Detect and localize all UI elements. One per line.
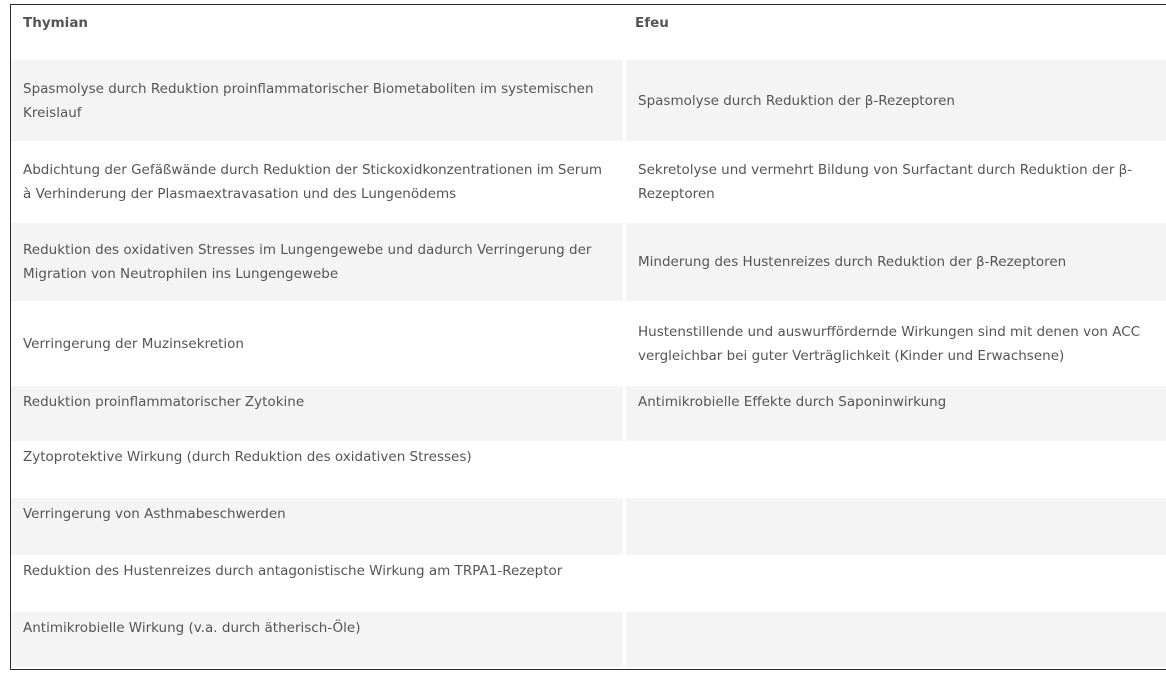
cell-efeu: Spasmolyse durch Reduktion der β-Rezeptoren (623, 60, 1166, 141)
cell-thymian: Verringerung von Asthmabeschwerden (11, 498, 623, 555)
cell-thymian: Reduktion des Hustenreizes durch antagonistische Wirkung am TRPA1-Rezeptor (23, 563, 563, 579)
cell-efeu: Hustenstillende und auswurffördernde Wirkungen sind mit denen von ACC vergleichbar bei guter Verträglichkeit (Kinder und Erwachsene) (623, 301, 1166, 386)
cell-thymian: Reduktion des oxidativen Stresses im Lungengewebe und dadurch Verringerung der Migration von Neutrophilen ins Lungengewebe (11, 223, 623, 301)
header-efeu: Efeu (635, 15, 669, 31)
cell-thymian: Spasmolyse durch Reduktion proinflammatorischer Biometaboliten im systemischen Kreislauf (11, 60, 623, 141)
cell-efeu (623, 555, 1166, 612)
cell-thymian: Verringerung der Muzinsekretion (23, 335, 244, 352)
table-row (11, 386, 1166, 441)
table-row (11, 555, 1166, 612)
table-row (11, 301, 1166, 386)
table-header-row (11, 5, 1166, 60)
cell-thymian: Reduktion proinflammatorischer Zytokine (11, 386, 623, 441)
table-row (11, 441, 1166, 498)
table-row (11, 60, 1166, 141)
cell-efeu (623, 498, 1166, 555)
cell-efeu: Antimikrobielle Effekte durch Saponinwirkung (623, 386, 1166, 441)
cell-thymian: Zytoprotektive Wirkung (durch Reduktion des oxidativen Stresses) (23, 449, 472, 465)
table-row (11, 141, 1166, 223)
header-thymian: Thymian (23, 15, 89, 31)
comparison-table (11, 5, 1166, 667)
cell-efeu (623, 612, 1166, 667)
table-row (11, 498, 1166, 555)
table-row (11, 223, 1166, 301)
cell-efeu: Sekretolyse und vermehrt Bildung von Surfactant durch Reduktion der β-Rezeptoren (623, 141, 1166, 223)
table-row (11, 612, 1166, 667)
cell-thymian: Antimikrobielle Wirkung (v.a. durch ätherisch-Öle) (11, 612, 623, 667)
cell-efeu (623, 441, 1166, 498)
cell-efeu: Minderung des Hustenreizes durch Reduktion der β-Rezeptoren (623, 223, 1166, 301)
cell-thymian: Abdichtung der Gefäßwände durch Reduktion der Stickoxidkonzentrationen im Serum à Verhinderung der Plasmaextravasation und des Lungenödems (23, 162, 603, 202)
